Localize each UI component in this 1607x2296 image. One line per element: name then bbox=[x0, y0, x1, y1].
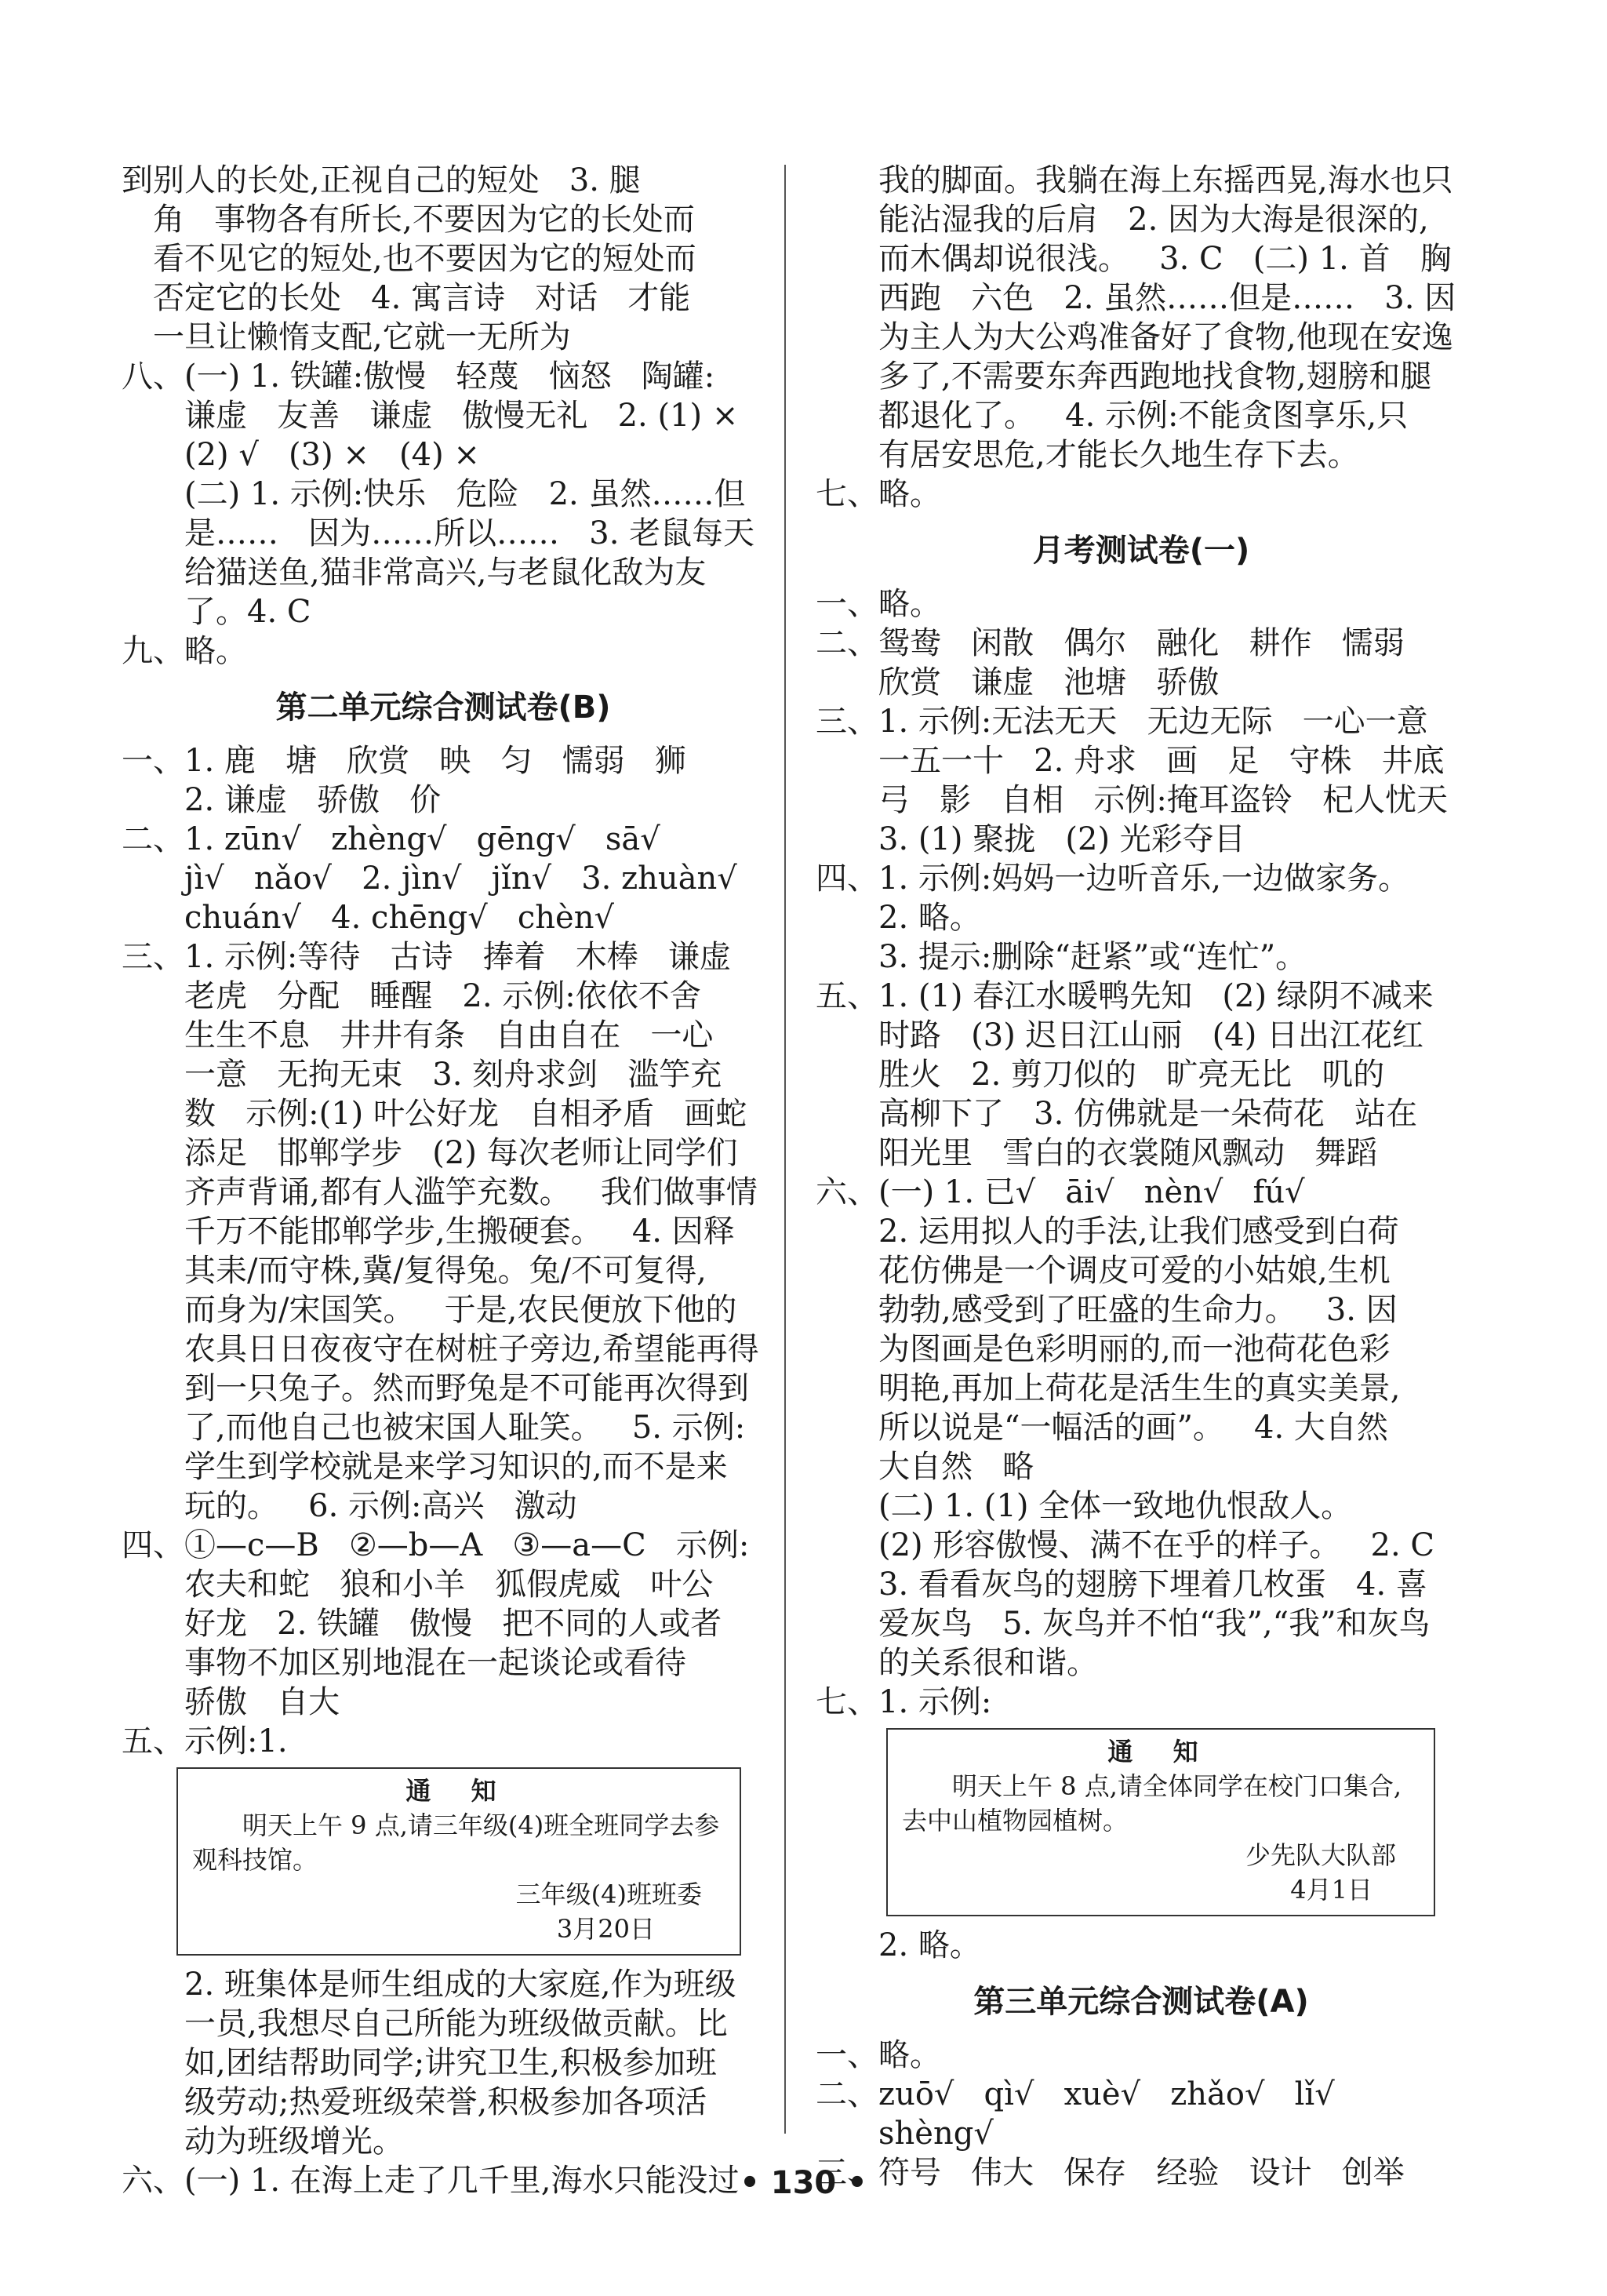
text-line: 生生不息 井井有条 自由自在 一心 bbox=[184, 1017, 714, 1053]
text-line: 西跑 六色 2. 虽然……但是…… 3. 因 bbox=[878, 280, 1456, 316]
notice-title: 通 知 bbox=[405, 1776, 512, 1806]
text-line: 勃勃,感受到了旺盛的生命力。 3. 因 bbox=[878, 1292, 1398, 1328]
text-line: 2. 略。 bbox=[878, 900, 981, 936]
text-line: 所以说是“一幅活的画”。 4. 大自然 bbox=[878, 1410, 1388, 1446]
notice-date: 3月20日 bbox=[556, 1914, 655, 1944]
text-line: 3. 提示:删除“赶紧”或“连忙”。 bbox=[878, 939, 1307, 975]
text-line: 2. 班集体是师生组成的大家庭,作为班级 bbox=[184, 1967, 736, 2003]
text-line: 数 示例:(1) 叶公好龙 自相矛盾 画蛇 bbox=[184, 1096, 747, 1132]
text-line: 一、略。 bbox=[816, 2037, 941, 2073]
text-line: 三、1. 示例:无法无天 无边无际 一心一意 bbox=[816, 704, 1428, 740]
text-line: 农夫和蛇 狼和小羊 狐假虎威 叶公 bbox=[184, 1566, 714, 1603]
text-line: 而身为/宋国笑。 于是,农民便放下他的 bbox=[184, 1292, 737, 1328]
text-line: 四、①—c—B ②—b—A ③—a—C 示例: bbox=[122, 1527, 750, 1563]
notice-signer: 三年级(4)班班委 bbox=[515, 1879, 702, 1909]
text-line: 了,而他自己也被宋国人耻笑。 5. 示例: bbox=[184, 1410, 746, 1446]
text-line: 学生到学校就是来学习知识的,而不是来 bbox=[184, 1449, 728, 1485]
notice-signer: 少先队大队部 bbox=[1245, 1840, 1396, 1870]
text-line: 齐声背诵,都有人滥竽充数。 我们做事情 bbox=[184, 1174, 758, 1210]
text-line: 三、1. 示例:等待 古诗 捧着 木棒 谦虚 bbox=[122, 939, 731, 975]
text-line: 农具日日夜夜守在树桩子旁边,希望能再得 bbox=[184, 1331, 759, 1367]
text-line: 玩的。 6. 示例:高兴 激动 bbox=[184, 1488, 577, 1524]
text-line: 六、(一) 1. 在海上走了几千里,海水只能没过 bbox=[122, 2163, 740, 2199]
text-line: 三、符号 伟大 保存 经验 设计 创举 bbox=[816, 2155, 1405, 2191]
text-line: (二) 1. 示例:快乐 危险 2. 虽然……但 bbox=[184, 476, 746, 512]
text-line: 3. (1) 聚拢 (2) 光彩夺目 bbox=[878, 821, 1245, 857]
text-line: 阳光里 雪白的衣裳随风飘动 舞蹈 bbox=[878, 1135, 1378, 1171]
text-line: (2) √ (3) × (4) × bbox=[184, 437, 480, 473]
text-line: 九、略。 bbox=[122, 633, 247, 669]
text-line: 四、1. 示例:妈妈一边听音乐,一边做家务。 bbox=[816, 861, 1410, 897]
text-line: 为图画是色彩明丽的,而一池荷花色彩 bbox=[878, 1331, 1391, 1367]
text-line: 老虎 分配 睡醒 2. 示例:依依不舍 bbox=[184, 978, 701, 1014]
text-line: 看不见它的短处,也不要因为它的短处而 bbox=[153, 241, 696, 277]
notice-box bbox=[176, 1767, 741, 1956]
text-line: 否定它的长处 4. 寓言诗 对话 才能 bbox=[153, 280, 691, 316]
notice-title: 通 知 bbox=[1107, 1737, 1214, 1767]
text-line: jì√ nǎo√ 2. jìn√ jǐn√ 3. zhuàn√ bbox=[184, 861, 737, 897]
text-line: 胜火 2. 剪刀似的 旷亮无比 叽的 bbox=[878, 1057, 1385, 1093]
text-line: 动为班级增光。 bbox=[184, 2123, 404, 2160]
text-line: 五、1. (1) 春江水暖鸭先知 (2) 绿阴不减来 bbox=[816, 978, 1434, 1014]
text-line: 如,团结帮助同学;讲究卫生,积极参加班 bbox=[184, 2045, 717, 2081]
text-line: 我的脚面。我躺在海上东摇西晃,海水也只 bbox=[878, 162, 1453, 198]
text-line: 七、略。 bbox=[816, 476, 941, 512]
text-line: 七、1. 示例: bbox=[816, 1684, 992, 1720]
text-line: 一旦让懒惰支配,它就一无所为 bbox=[153, 319, 571, 355]
text-line: chuán√ 4. chēng√ chèn√ bbox=[184, 900, 614, 936]
right-column bbox=[816, 161, 1467, 2192]
text-line: 事物不加区别地混在一起谈论或看待 bbox=[184, 1645, 686, 1681]
text-line: 给猫送鱼,猫非常高兴,与老鼠化敌为友 bbox=[184, 555, 707, 591]
text-line: 其耒/而守株,冀/复得兔。兔/不可复得, bbox=[184, 1253, 707, 1289]
text-line: 能沾湿我的后肩 2. 因为大海是很深的, bbox=[878, 202, 1429, 238]
text-line: 3. 看看灰鸟的翅膀下埋着几枚蛋 4. 喜 bbox=[878, 1566, 1427, 1603]
text-line: 一、1. 鹿 塘 欣赏 映 匀 懦弱 狮 bbox=[122, 743, 686, 779]
notice-date: 4月1日 bbox=[1290, 1875, 1372, 1905]
text-line: 五、示例:1. bbox=[122, 1723, 288, 1759]
text-line: 六、(一) 1. 已√ āi√ nèn√ fú√ bbox=[816, 1174, 1305, 1210]
text-line: 八、(一) 1. 铁罐:傲慢 轻蔑 恼怒 陶罐: bbox=[122, 358, 715, 395]
text-line: 花仿佛是一个调皮可爱的小姑娘,生机 bbox=[878, 1253, 1391, 1289]
text-line: 到一只兔子。然而野兔是不可能再次得到 bbox=[184, 1370, 749, 1406]
text-line: 一、略。 bbox=[816, 586, 941, 622]
text-line: 为主人为大公鸡准备好了食物,他现在安逸 bbox=[878, 319, 1453, 355]
text-line: 弓 影 自相 示例:掩耳盗铃 杞人忧天 bbox=[878, 782, 1449, 818]
text-line: (2) 形容傲慢、满不在乎的样子。 2. C bbox=[878, 1527, 1435, 1563]
text-line: 时路 (3) 迟日江山丽 (4) 日出江花红 bbox=[878, 1017, 1424, 1053]
text-line: 2. 运用拟人的手法,让我们感受到白荷 bbox=[878, 1213, 1399, 1250]
text-line: 角 事物各有所长,不要因为它的长处而 bbox=[153, 202, 695, 238]
text-line: 是…… 因为……所以…… 3. 老鼠每天 bbox=[184, 515, 755, 551]
text-line: (二) 1. (1) 全体一致地仇恨敌人。 bbox=[878, 1488, 1353, 1524]
text-line: 二、1. zūn√ zhèng√ gēng√ sā√ bbox=[122, 821, 660, 857]
notice-box bbox=[886, 1728, 1435, 1916]
text-line: shèng√ bbox=[878, 2116, 994, 2152]
text-line: 二、zuō√ qì√ xuè√ zhǎo√ lǐ√ bbox=[816, 2076, 1335, 2112]
text-line: 欣赏 谦虚 池塘 骄傲 bbox=[878, 664, 1220, 700]
text-line: 了。4. C bbox=[184, 594, 311, 630]
text-line: 都退化了。 4. 示例:不能贪图享乐,只 bbox=[878, 398, 1409, 434]
text-line: 的关系很和谐。 bbox=[878, 1645, 1098, 1681]
text-line: 谦虚 友善 谦虚 傲慢无礼 2. (1) × bbox=[184, 398, 739, 434]
text-line: 高柳下了 3. 仿佛就是一朵荷花 站在 bbox=[878, 1096, 1418, 1132]
text-line: 一意 无拘无束 3. 刻舟求剑 滥竽充 bbox=[184, 1057, 722, 1093]
page-number: • 130 • bbox=[740, 2165, 867, 2201]
text-line: 添足 邯郸学步 (2) 每次老师让同学们 bbox=[184, 1135, 738, 1171]
text-line: 骄傲 自大 bbox=[184, 1684, 340, 1720]
text-line: 一五一十 2. 舟求 画 足 守株 井底 bbox=[878, 743, 1445, 779]
text-line: 2. 谦虚 骄傲 价 bbox=[184, 782, 442, 818]
section-heading: 第二单元综合测试卷(B) bbox=[275, 690, 611, 726]
text-line: 而木偶却说很浅。 3. C (二) 1. 首 胸 bbox=[878, 241, 1452, 277]
section-heading: 月考测试卷(一) bbox=[1032, 533, 1250, 569]
text-line: 明艳,再加上荷花是活生生的真实美景, bbox=[878, 1370, 1401, 1406]
text-line: 爱灰鸟 5. 灰鸟并不怕“我”,“我”和灰鸟 bbox=[878, 1606, 1431, 1642]
text-line: 千万不能邯郸学步,生搬硬套。 4. 因释 bbox=[184, 1213, 735, 1250]
text-line: 大自然 略 bbox=[878, 1449, 1034, 1485]
notice-body: 明天上午 8 点,请全体同学在校门口集合,去中山植物园植树。 bbox=[902, 1771, 1402, 1836]
section-heading: 第三单元综合测试卷(A) bbox=[973, 1984, 1309, 2020]
left-column bbox=[122, 161, 765, 2200]
text-line: 2. 略。 bbox=[878, 1927, 981, 1963]
column-divider bbox=[784, 165, 786, 2134]
text-line: 到别人的长处,正视自己的短处 3. 腿 bbox=[122, 162, 641, 198]
text-line: 级劳动;热爱班级荣誉,积极参加各项活 bbox=[184, 2084, 707, 2120]
text-line: 好龙 2. 铁罐 傲慢 把不同的人或者 bbox=[184, 1606, 722, 1642]
text-line: 一员,我想尽自己所能为班级做贡献。比 bbox=[184, 2006, 728, 2042]
text-line: 有居安思危,才能长久地生存下去。 bbox=[878, 437, 1359, 473]
notice-body: 明天上午 9 点,请三年级(4)班全班同学去参观科技馆。 bbox=[192, 1810, 720, 1875]
text-line: 二、鸳鸯 闲散 偶尔 融化 耕作 懦弱 bbox=[816, 625, 1405, 661]
text-line: 多了,不需要东奔西跑地找食物,翅膀和腿 bbox=[878, 358, 1432, 395]
